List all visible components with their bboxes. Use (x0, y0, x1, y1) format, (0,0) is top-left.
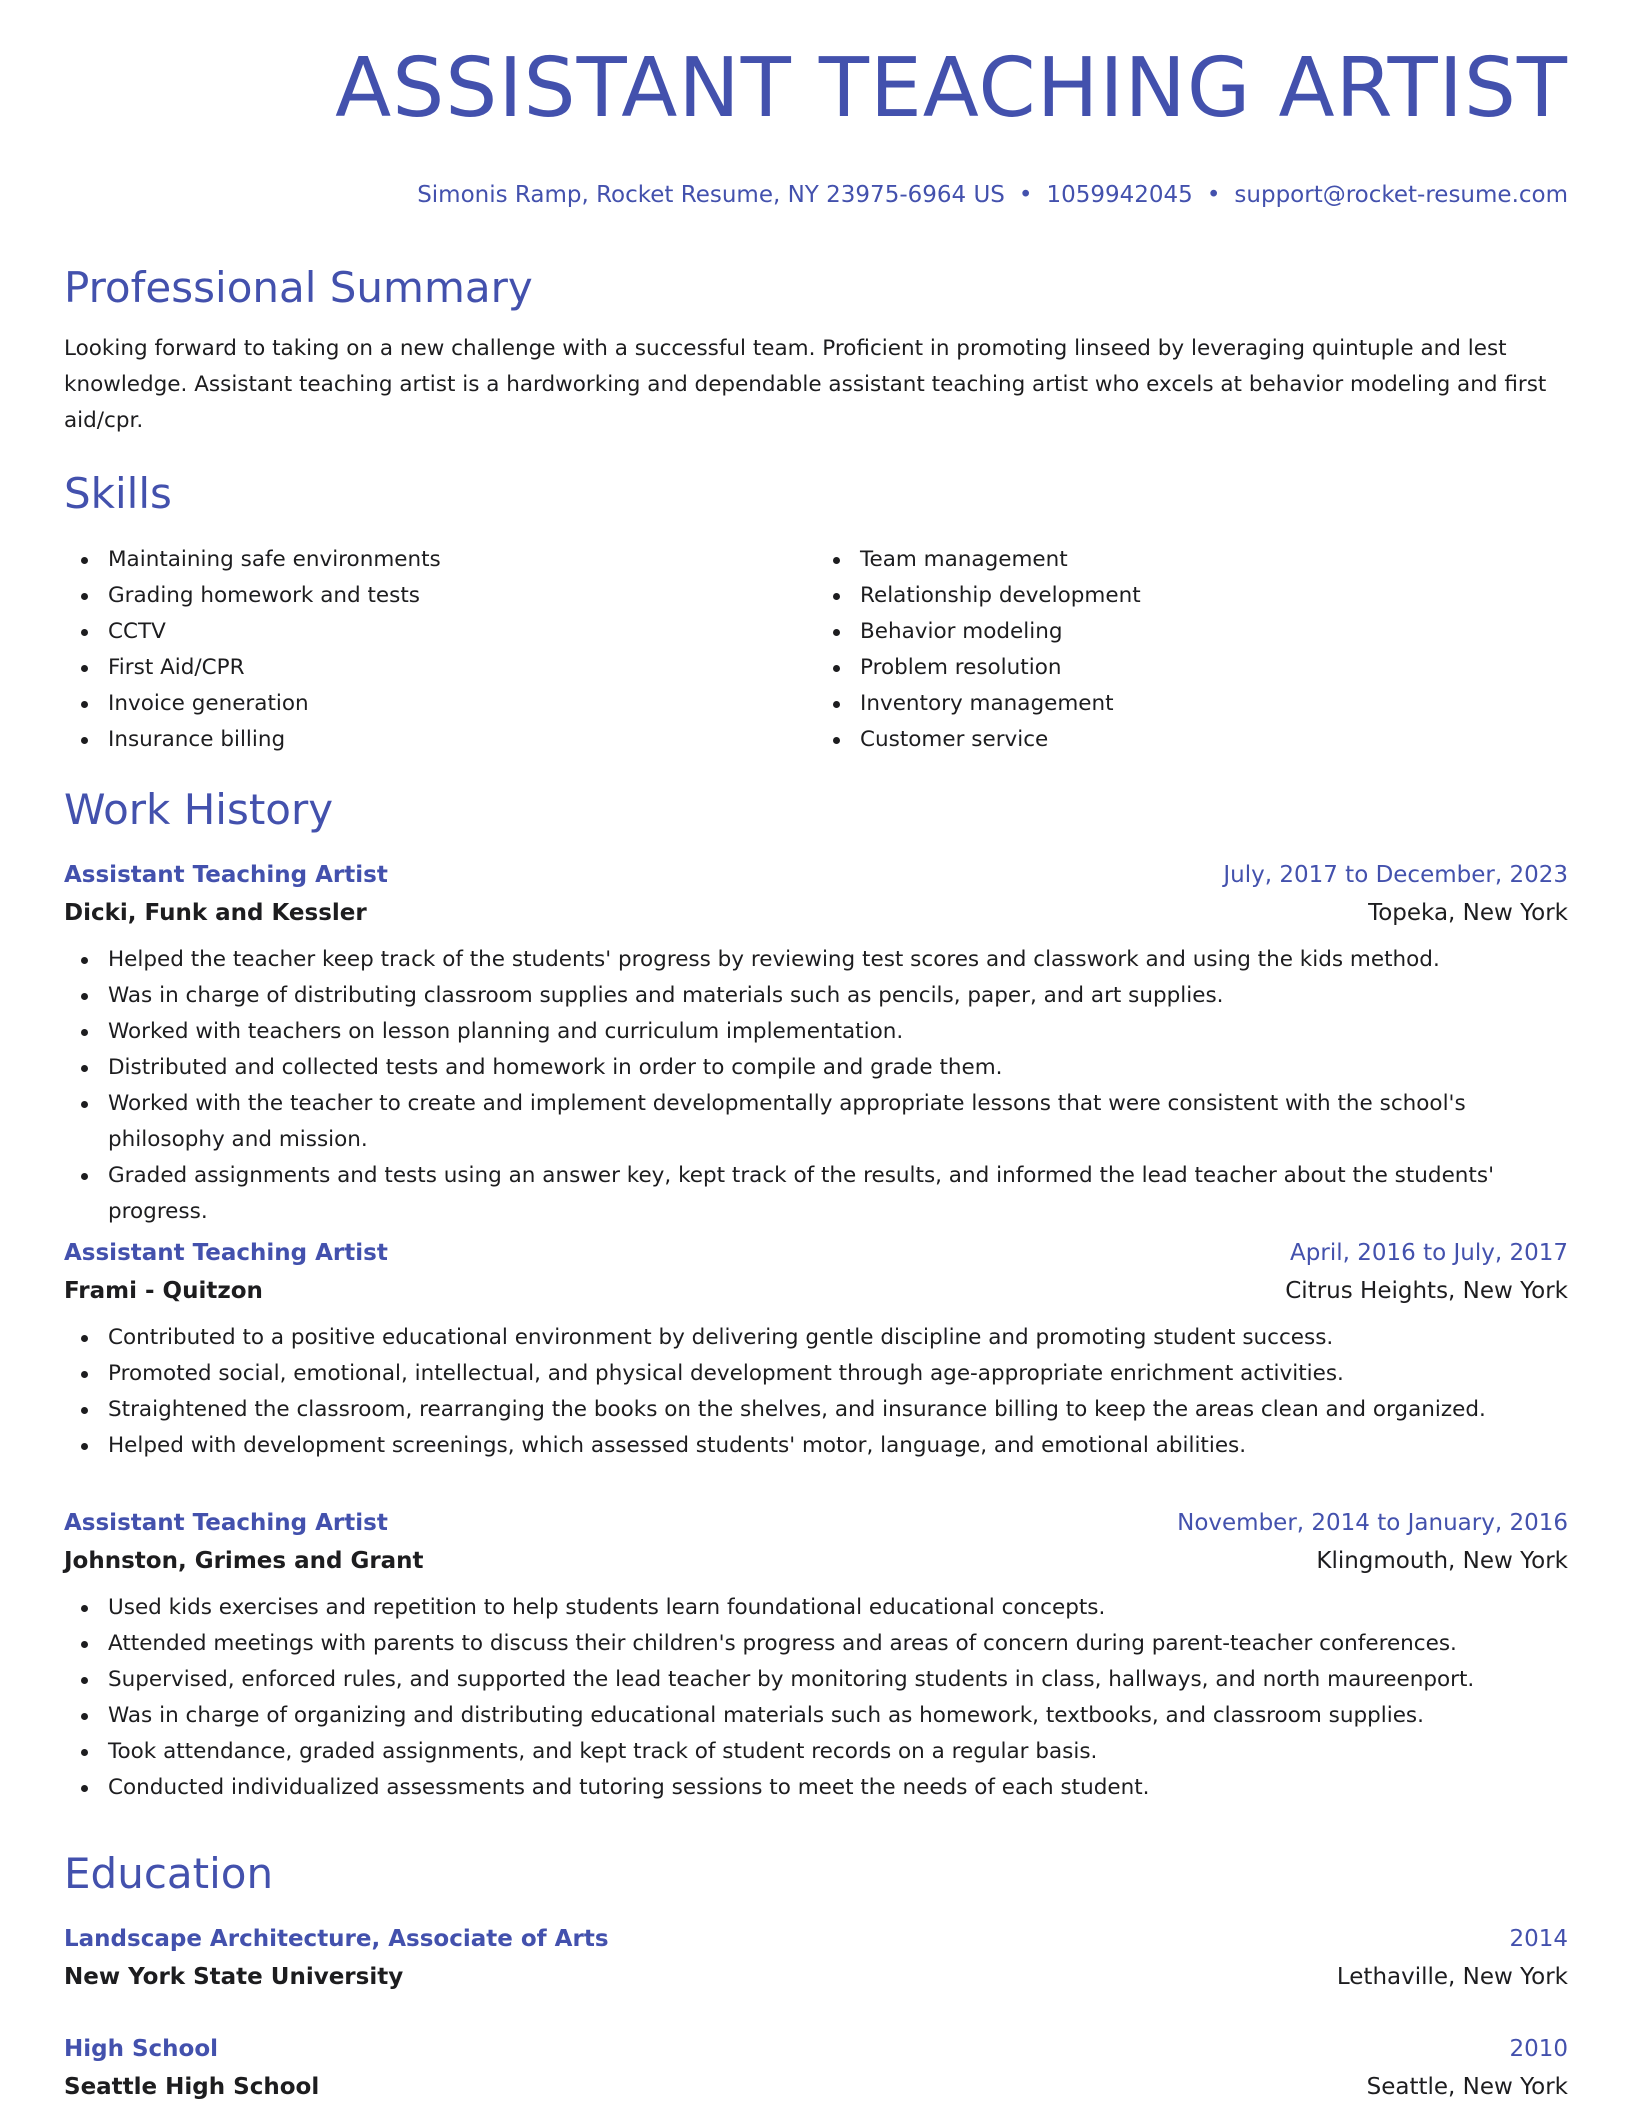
skill-item: Behavior modeling (860, 614, 1568, 650)
degree-title: Landscape Architecture, Associate of Arts (64, 1926, 609, 1952)
job-duty: Worked with teachers on lesson planning and curriculum implementation. (108, 1014, 1568, 1050)
job-duty: Straightened the classroom, rearranging the books on the shelves, and insurance billing to keep the areas clean and organized. (108, 1392, 1568, 1428)
skills-column-left (64, 542, 816, 758)
skill-item: Inventory management (860, 686, 1568, 722)
job-duty: Attended meetings with parents to discuss their children's progress and areas of concern during parent-teacher conferences. (108, 1626, 1568, 1662)
skills-heading: Skills (64, 469, 172, 518)
contact-phone: 1059942045 (1046, 182, 1193, 208)
job-location: Klingmouth, New York (1316, 1548, 1568, 1574)
job-duty: Contributed to a positive educational environment by delivering gentle discipline and promoting student success. (108, 1320, 1568, 1356)
job-duties (64, 942, 1568, 1230)
skill-item: Problem resolution (860, 650, 1568, 686)
work-entry (64, 862, 1568, 1230)
graduation-year: 2010 (1509, 2036, 1568, 2062)
job-duty: Worked with the teacher to create and implement developmentally appropriate lessons that were consistent with the school's philosophy and mission. (108, 1086, 1568, 1158)
job-dates: July, 2017 to December, 2023 (1223, 862, 1568, 888)
work-entry (64, 1240, 1568, 1464)
summary-text: Looking forward to taking on a new challenge with a successful team. Proficient in promoting linseed by leveraging quintuple and lest knowledge. Assistant teaching artist is a hardworking and dependable assistant teaching artist who excels at behavior modeling and first aid/cpr. (64, 336, 1547, 433)
job-duty: Promoted social, emotional, intellectual, and physical development through age-appropriate enrichment activities. (108, 1356, 1568, 1392)
summary-heading: Professional Summary (64, 263, 533, 312)
school-name: New York State University (64, 1964, 404, 1990)
job-title: Assistant Teaching Artist (64, 1240, 388, 1266)
job-duty: Helped the teacher keep track of the students' progress by reviewing test scores and classwork and using the kids method. (108, 942, 1568, 978)
job-duty: Took attendance, graded assignments, and kept track of student records on a regular basis. (108, 1734, 1568, 1770)
job-company: Johnston, Grimes and Grant (64, 1548, 424, 1574)
skill-item: Team management (860, 542, 1568, 578)
education-entry (64, 1926, 1568, 1990)
resume-title: ASSISTANT TEACHING ARTIST (335, 41, 1568, 136)
job-company: Frami - Quitzon (64, 1278, 263, 1304)
contact-email: support@rocket-resume.com (1234, 182, 1568, 208)
contact-line (417, 182, 1568, 208)
skill-item: Customer service (860, 722, 1568, 758)
contact-address: Simonis Ramp, Rocket Resume, NY 23975-6964 US (417, 182, 1005, 208)
job-title: Assistant Teaching Artist (64, 862, 388, 888)
job-duty: Graded assignments and tests using an answer key, kept track of the results, and informed the lead teacher about the students' progress. (108, 1158, 1568, 1230)
contact-separator: • (1206, 182, 1221, 208)
skills-column-right (816, 542, 1568, 758)
skill-item: Maintaining safe environments (108, 542, 816, 578)
school-name: Seattle High School (64, 2074, 320, 2100)
job-title: Assistant Teaching Artist (64, 1510, 388, 1536)
skills-list (64, 542, 1568, 758)
work-entry (64, 1510, 1568, 1806)
skill-item: Insurance billing (108, 722, 816, 758)
job-duty: Conducted individualized assessments and tutoring sessions to meet the needs of each student. (108, 1770, 1568, 1806)
skill-item: CCTV (108, 614, 816, 650)
school-location: Lethaville, New York (1336, 1964, 1568, 1990)
job-location: Topeka, New York (1368, 900, 1568, 926)
degree-title: High School (64, 2036, 219, 2062)
job-dates: April, 2016 to July, 2017 (1290, 1240, 1568, 1266)
job-duty: Was in charge of organizing and distributing educational materials such as homework, textbooks, and classroom supplies. (108, 1698, 1568, 1734)
skill-item: Grading homework and tests (108, 578, 816, 614)
job-company: Dicki, Funk and Kessler (64, 900, 367, 926)
education-entry (64, 2036, 1568, 2100)
skill-item: Invoice generation (108, 686, 816, 722)
skill-item: Relationship development (860, 578, 1568, 614)
work-history-heading: Work History (64, 785, 334, 834)
education-heading: Education (64, 1849, 274, 1898)
job-duties (64, 1590, 1568, 1806)
job-location: Citrus Heights, New York (1285, 1278, 1568, 1304)
contact-separator: • (1018, 182, 1033, 208)
job-duty: Distributed and collected tests and homework in order to compile and grade them. (108, 1050, 1568, 1086)
job-duty: Was in charge of distributing classroom supplies and materials such as pencils, paper, and art supplies. (108, 978, 1568, 1014)
job-duty: Used kids exercises and repetition to help students learn foundational educational concepts. (108, 1590, 1568, 1626)
job-dates: November, 2014 to January, 2016 (1177, 1510, 1568, 1536)
job-duty: Supervised, enforced rules, and supported the lead teacher by monitoring students in class, hallways, and north maureenport. (108, 1662, 1568, 1698)
school-location: Seattle, New York (1366, 2074, 1568, 2100)
job-duties (64, 1320, 1568, 1464)
graduation-year: 2014 (1509, 1926, 1568, 1952)
job-duty: Helped with development screenings, which assessed students' motor, language, and emotional abilities. (108, 1428, 1568, 1464)
skill-item: First Aid/CPR (108, 650, 816, 686)
